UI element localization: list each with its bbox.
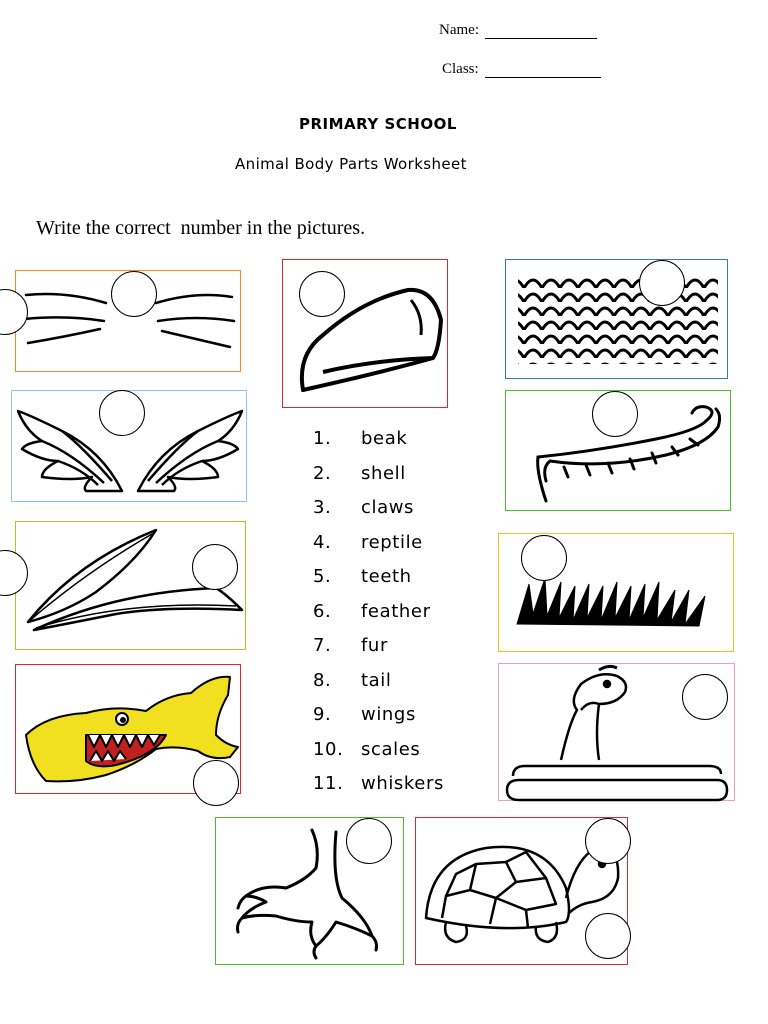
list-item-number: 2. xyxy=(313,462,332,484)
answer-circle-shell-bottom[interactable] xyxy=(585,913,631,959)
answer-circle-teeth[interactable] xyxy=(193,760,239,806)
answer-circle-whiskers[interactable] xyxy=(111,271,157,317)
name-blank[interactable] xyxy=(485,24,597,39)
list-item-word: beak xyxy=(361,428,408,449)
list-item-number: 7. xyxy=(313,635,332,656)
answer-circle-wings[interactable] xyxy=(99,390,145,436)
list-item-number: 8. xyxy=(313,669,332,691)
answer-circle-reptile[interactable] xyxy=(682,674,728,720)
list-item-word: shell xyxy=(361,462,406,484)
class-line xyxy=(442,61,601,78)
class-label: Class: xyxy=(442,61,479,77)
list-item-number: 5. xyxy=(313,566,332,587)
list-item-number: 3. xyxy=(313,497,332,518)
list-item-word: feather xyxy=(361,600,431,622)
list-item-word: teeth xyxy=(361,566,412,587)
answer-circle-tail[interactable] xyxy=(592,391,638,437)
list-item-number: 11. xyxy=(313,773,344,794)
list-item-word: whiskers xyxy=(361,773,444,794)
answer-circle-scales[interactable] xyxy=(639,260,685,306)
list-item-number: 10. xyxy=(313,738,344,760)
list-item-word: claws xyxy=(361,497,415,518)
scales-picture-box xyxy=(505,259,728,379)
list-item-word: tail xyxy=(361,669,392,691)
list-item-word: fur xyxy=(361,635,388,656)
answer-circle-feather[interactable] xyxy=(192,544,238,590)
list-item-number: 9. xyxy=(313,704,332,725)
list-item-number: 6. xyxy=(313,600,332,622)
list-item-word: wings xyxy=(361,704,416,725)
list-item-word: reptile xyxy=(361,531,423,553)
scales-icon xyxy=(506,260,729,380)
answer-circle-fur[interactable] xyxy=(521,535,567,581)
page-title: PRIMARY SCHOOL xyxy=(299,115,457,133)
instruction-text: Write the correct number in the pictures. xyxy=(36,217,366,239)
answer-circle-shell-top[interactable] xyxy=(585,818,631,864)
class-blank[interactable] xyxy=(485,63,601,78)
answer-circle-beak[interactable] xyxy=(299,271,345,317)
list-item-word: scales xyxy=(361,738,421,760)
page-subtitle: Animal Body Parts Worksheet xyxy=(235,155,467,173)
name-label: Name: xyxy=(439,22,479,38)
answer-circle-claws[interactable] xyxy=(346,818,392,864)
list-item-number: 4. xyxy=(313,531,332,553)
name-line xyxy=(439,22,597,39)
list-item-number: 1. xyxy=(313,428,332,449)
